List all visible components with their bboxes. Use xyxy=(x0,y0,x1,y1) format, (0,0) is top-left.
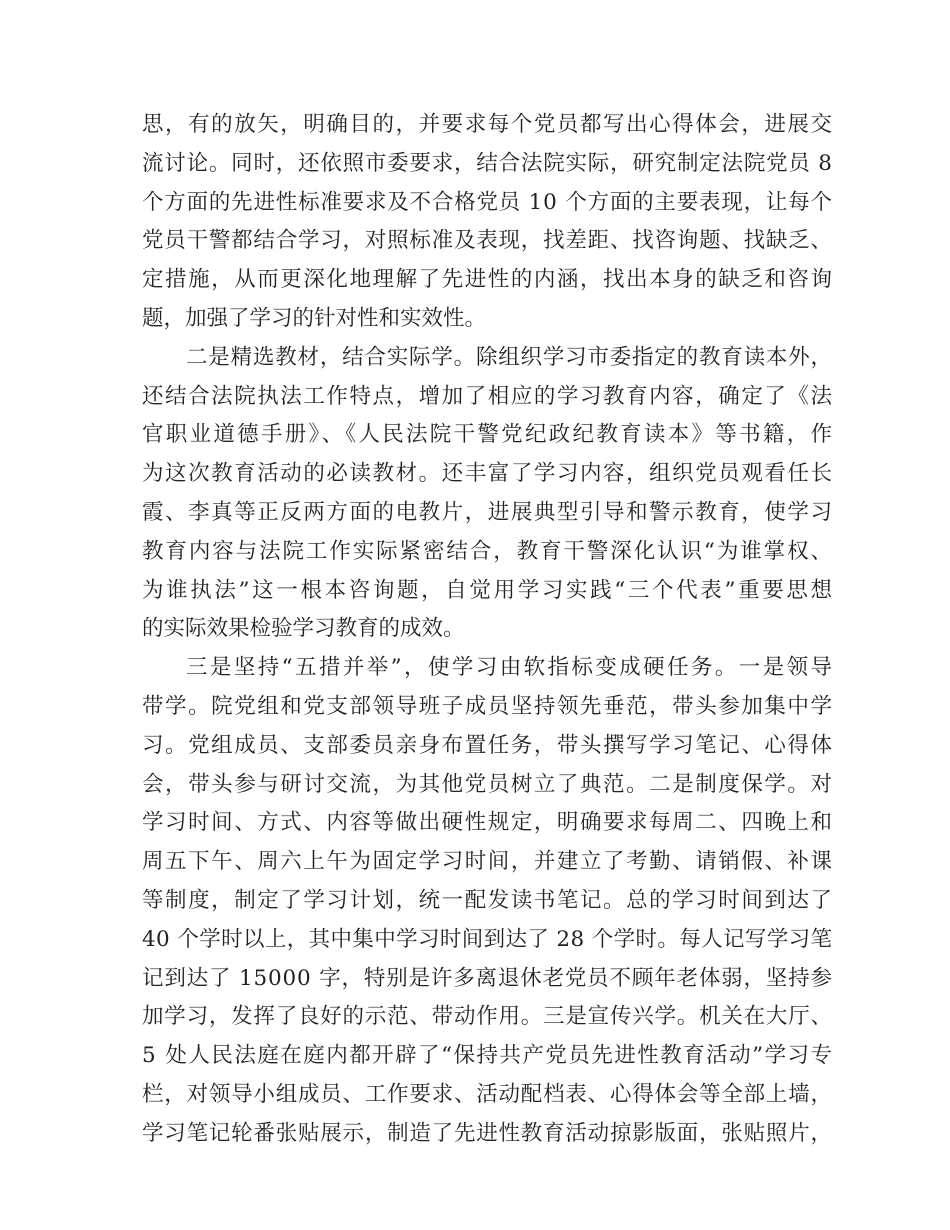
text-line-content: 官职业道德手册》、《人民法院干警党纪政纪教育读本》等书籍，作 xyxy=(142,422,835,448)
text-line-content: 等制度，制定了学习计划，统一配发读书笔记。总的学习时间到达了 xyxy=(142,887,834,913)
text-line-content: 40 个学时以上，其中集中学习时间到达了 28 个学时。每人记写学习笔 xyxy=(142,926,833,952)
text-line xyxy=(142,1076,832,1115)
text-line xyxy=(142,572,835,611)
text-line xyxy=(142,766,832,805)
text-line xyxy=(142,727,832,766)
text-line-content: 5 处人民法庭在庭内都开辟了“保持共产党员先进性教育活动”学习专 xyxy=(142,1043,834,1069)
body-text xyxy=(142,106,835,1154)
text-line-content: 为谁执法”这一根本咨询题，自觉用学习实践“三个代表”重要思想 xyxy=(142,577,835,603)
text-line xyxy=(142,145,832,184)
text-line-content: 习。党组成员、支部委员亲身布置任务，带头撰写学习笔记、心得体 xyxy=(142,732,834,758)
text-line xyxy=(142,882,832,921)
text-line-content: 周五下午、周六上午为固定学习时间，并建立了考勤、请销假、补课 xyxy=(142,849,834,875)
text-line xyxy=(142,998,832,1037)
text-line xyxy=(142,610,832,649)
text-line-content: 为这次教育活动的必读教材。还丰富了学习内容，组织党员观看任长 xyxy=(142,461,834,487)
text-line xyxy=(142,649,835,688)
text-line xyxy=(142,921,832,960)
text-line xyxy=(142,378,832,417)
text-line xyxy=(142,300,832,339)
text-line-content: 记到达了 15000 字，特别是许多离退休老党员不顾年老体弱，坚持参 xyxy=(142,965,833,991)
text-line-content: 二是精选教材，结合实际学。除组织学习市委指定的教育读本外， xyxy=(186,344,833,370)
text-line xyxy=(142,222,832,261)
text-line xyxy=(142,960,832,999)
text-line-content: 思，有的放矢，明确目的，并要求每个党员都写出心得体会，进展交 xyxy=(142,112,834,137)
text-line xyxy=(142,688,832,727)
text-line-content: 加学习，发挥了良好的示范、带动作用。三是宣传兴学。机关在大厅、 xyxy=(142,1004,833,1030)
text-line-content: 定措施，从而更深化地理解了先进性的内涵，找出本身的缺乏和咨询 xyxy=(142,267,834,293)
text-line xyxy=(142,339,832,378)
text-line-content: 霞、李真等正反两方面的电教片，进展典型引导和警示教育，使学习 xyxy=(142,499,834,525)
text-line xyxy=(142,416,835,455)
text-line xyxy=(142,184,832,223)
text-line xyxy=(142,494,832,533)
text-line-content: 的实际效果检验学习教育的成效。 xyxy=(142,616,465,642)
text-line-content: 学习时间、方式、内容等做出硬性规定，明确要求每周二、四晚上和 xyxy=(142,810,834,836)
text-line-content: 还结合法院执法工作特点，增加了相应的学习教育内容，确定了《法 xyxy=(142,383,834,409)
text-line-content: 带学。院党组和党支部领导班子成员坚持领先垂范，带头参加集中学 xyxy=(142,693,834,719)
text-line-content: 学习笔记轮番张贴展示，制造了先进性教育活动掠影版面，张贴照片， xyxy=(142,1120,833,1146)
text-line xyxy=(142,1037,832,1076)
text-line xyxy=(142,261,832,300)
text-line-content: 三是坚持“五措并举”，使学习由软指标变成硬任务。一是领导 xyxy=(186,655,835,681)
text-line xyxy=(142,455,832,494)
text-line xyxy=(142,843,832,882)
text-line xyxy=(142,1115,832,1154)
text-line-content: 栏，对领导小组成员、工作要求、活动配档表、心得体会等全部上墙， xyxy=(142,1081,833,1107)
text-line xyxy=(142,804,832,843)
text-line xyxy=(142,533,832,572)
text-line-content: 党员干警都结合学习，对照标准及表现，找差距、找咨询题、找缺乏、 xyxy=(142,228,833,254)
text-line-content: 会，带头参与研讨交流，为其他党员树立了典范。二是制度保学。对 xyxy=(142,771,834,797)
text-line-content: 教育内容与法院工作实际紧密结合，教育干警深化认识“为谁掌权、 xyxy=(142,538,834,564)
text-line-content: 流讨论。同时，还依照市委要求，结合法院实际，研究制定法院党员 8 xyxy=(142,150,833,176)
text-line-content: 个方面的先进性标准要求及不合格党员 10 个方面的主要表现，让每个 xyxy=(142,189,833,215)
text-line-content: 题，加强了学习的针对性和实效性。 xyxy=(142,305,487,331)
text-line xyxy=(142,106,832,145)
